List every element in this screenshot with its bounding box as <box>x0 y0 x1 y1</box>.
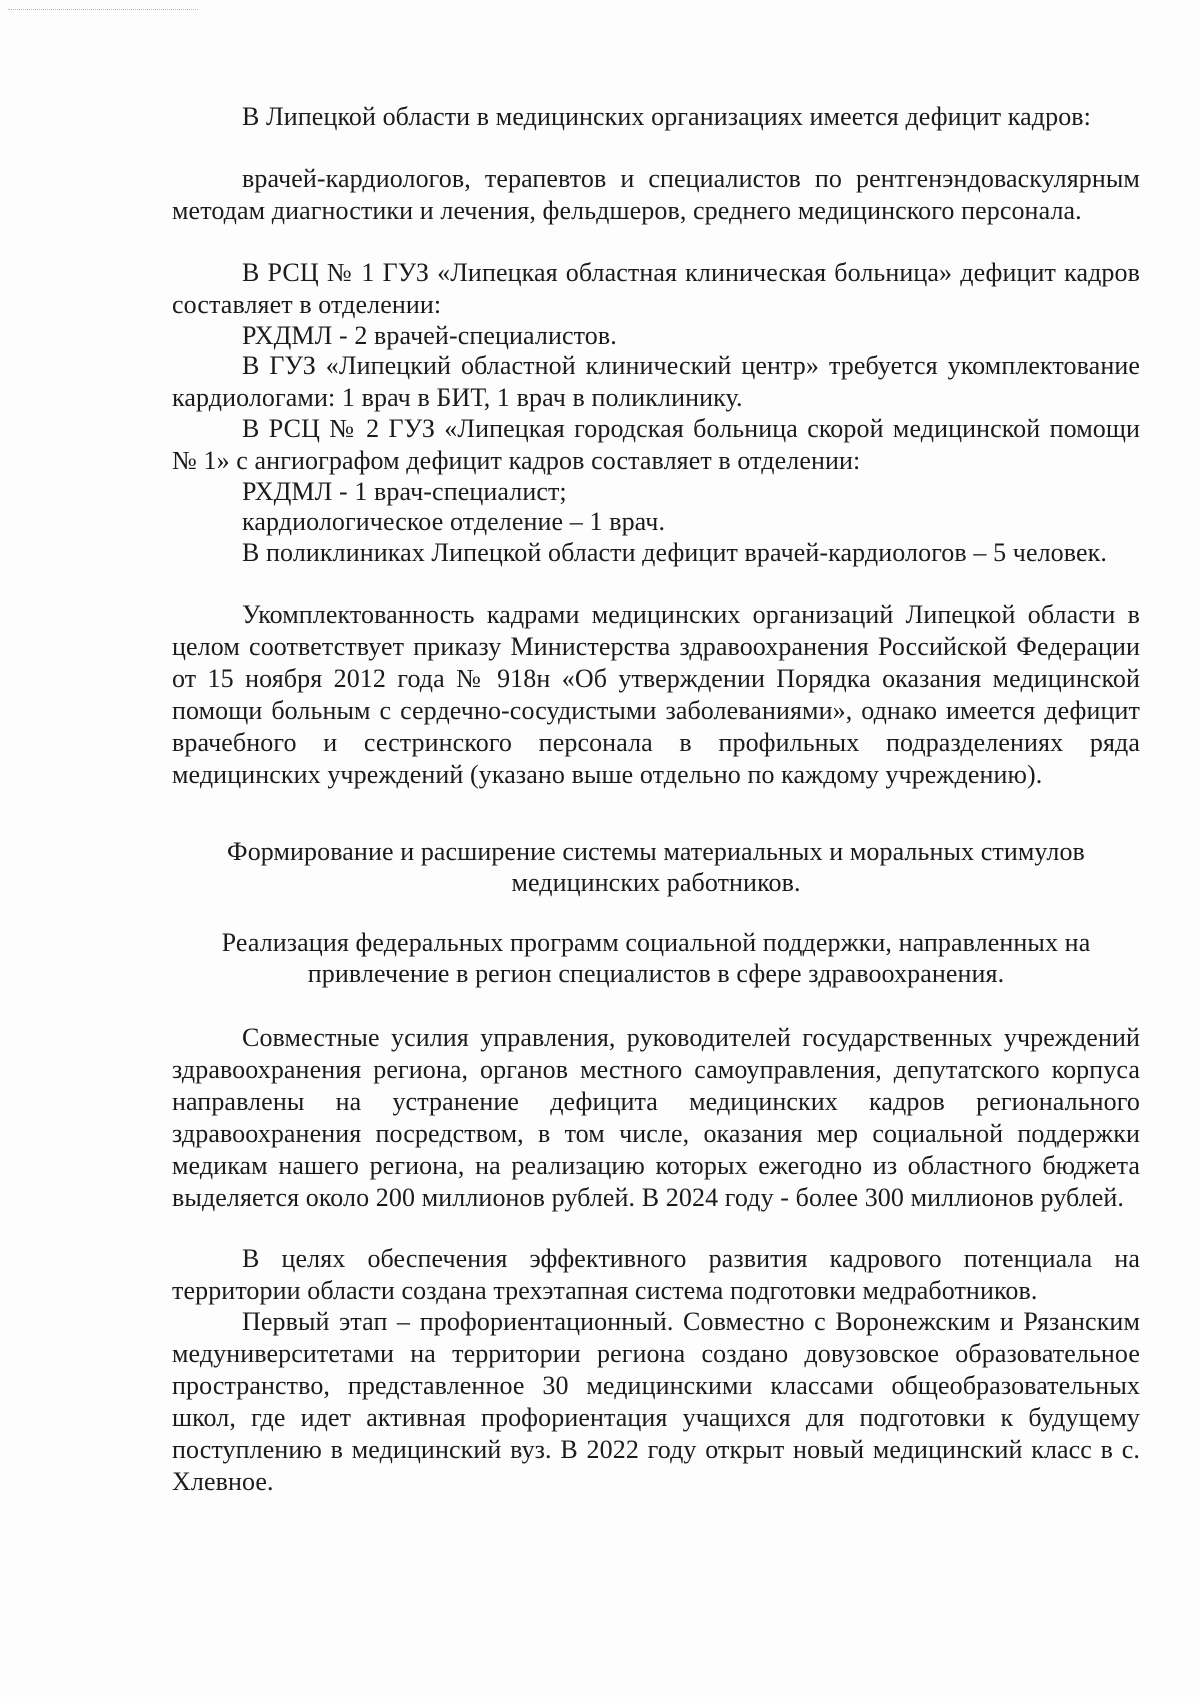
paragraph-rsc1: В РСЦ № 1 ГУЗ «Липецкая областная клиническая больница» дефицит кадров составляет в отделении: <box>172 258 1140 319</box>
paragraph-rsc1-rhdml: РХДМЛ - 2 врачей-специалистов. <box>242 321 617 350</box>
heading-federal-programs: Реализация федеральных программ социальной поддержки, направленных на привлечение в регион специалистов в сфере здравоохранения. <box>221 928 1091 988</box>
paragraph-rsc2: В РСЦ № 2 ГУЗ «Липецкая городская больница скорой медицинской помощи № 1» с ангиографом дефицит кадров составляет в отделении: <box>172 414 1140 475</box>
paragraph-staffing: Укомплектованность кадрами медицинских организаций Липецкой области в целом соответствует приказу Министерства здравоохранения Российской Федерации от 15 ноября 2012 года № 918н «Об утверждении Порядка оказания медицинской помощи больным с сердечно-сосудистыми заболеваниями», однако имеется дефицит врачебного и сестринского персонала в профильных подразделениях ряда медицинских учреждений (указано выше отдельно по каждому учреждению). <box>172 600 1140 789</box>
heading-stimuli: Формирование и расширение системы материальных и моральных стимулов медицинских работников. <box>227 837 1085 897</box>
paragraph-first-stage: Первый этап – профориентационный. Совместно с Воронежским и Рязанским медуниверситетами на территории региона создано довузовское образовательное пространство, представленное 30 медицинскими классами общеобразовательных школ, где идет активная профориентация учащихся для подготовки к будущему поступлению в медицинский вуз. В 2022 году открыт новый медицинский класс в с. Хлевное. <box>172 1307 1140 1496</box>
paragraph-guz-center: В ГУЗ «Липецкий областной клинический центр» требуется укомплектование кардиологами: 1 врач в БИТ, 1 врач в поликлинику. <box>172 351 1140 412</box>
scan-mark <box>8 9 198 10</box>
paragraph-deficit-intro: В Липецкой области в медицинских организациях имеется дефицит кадров: <box>242 102 1091 131</box>
paragraph-three-stage: В целях обеспечения эффективного развития кадрового потенциала на территории области создана трехэтапная система подготовки медработников. <box>172 1244 1140 1305</box>
paragraph-polyclinics: В поликлиниках Липецкой области дефицит врачей-кардиологов – 5 человек. <box>242 538 1107 567</box>
paragraph-joint-efforts: Совместные усилия управления, руководителей государственных учреждений здравоохранения региона, органов местного самоуправления, депутатского корпуса направлены на устранение дефицита медицинских кадров регионального здравоохранения посредством, в том числе, оказания мер социальной поддержки медикам нашего региона, на реализацию которых ежегодно из областного бюджета выделяется около 200 миллионов рублей. В 2024 году - более 300 миллионов рублей. <box>172 1023 1140 1212</box>
paragraph-rsc2-rhdml: РХДМЛ - 1 врач-специалист; <box>242 477 567 506</box>
paragraph-specialists-list: врачей-кардиологов, терапевтов и специалистов по рентгенэндоваскулярным методам диагностики и лечения, фельдшеров, среднего медицинского персонала. <box>172 164 1140 225</box>
paragraph-cardiology-dept: кардиологическое отделение – 1 врач. <box>242 507 666 536</box>
